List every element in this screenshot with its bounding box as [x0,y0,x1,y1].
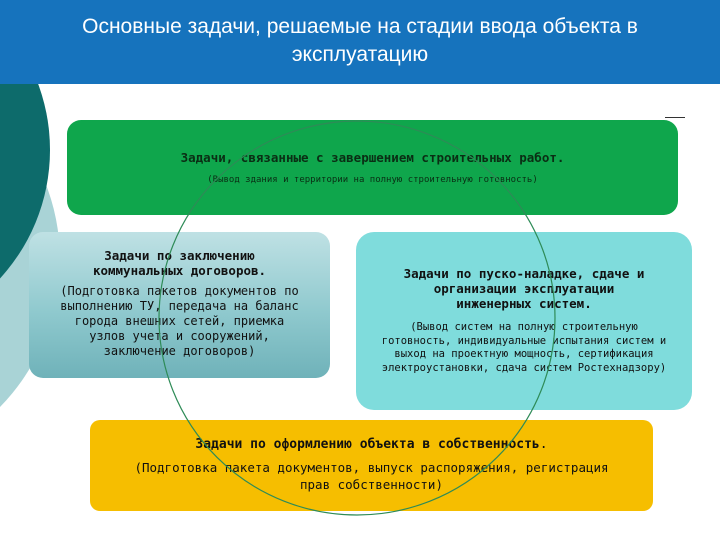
commissioning-tasks-box [356,232,692,410]
utility-contracts-box [29,232,330,378]
utility-contracts-description: (Подготовка пакетов документов по выполнению ТУ, передача на баланс города внешних сетей, приемка узлов учета и сооружений, заключение договоров) [60,284,299,358]
page-title-line1: Основные задачи, решаемые на стадии ввода объекта в [82,15,638,38]
commissioning-tasks-description: (Вывод систем на полную строительную готовность, индивидуальные испытания систем и выход на проектную мощность, сертификация электроустановки, сдача систем Ростехнадзору) [381,321,667,374]
ownership-tasks-title: Задачи по оформлению объекта в собственность. [195,437,548,452]
commissioning-tasks-title: Задачи по пуско-наладке, сдаче и организации эксплуатации инженерных систем. [403,266,645,311]
ownership-tasks-description: (Подготовка пакета документов, выпуск распоряжения, регистрация прав собственности) [134,460,609,492]
utility-contracts-title: Задачи по заключению коммунальных договоров. [92,248,267,278]
construction-tasks-subtitle: (Вывод здания и территории на полную строительную готовность) [207,175,538,185]
accent-line [665,117,685,118]
ownership-tasks-box [90,420,653,511]
page-title [82,13,638,69]
page-title-line2: эксплуатацию [291,43,429,66]
header-bar [0,0,720,84]
construction-tasks-box [67,120,678,215]
construction-tasks-title: Задачи, связанные с завершением строительных работ. [180,150,565,165]
